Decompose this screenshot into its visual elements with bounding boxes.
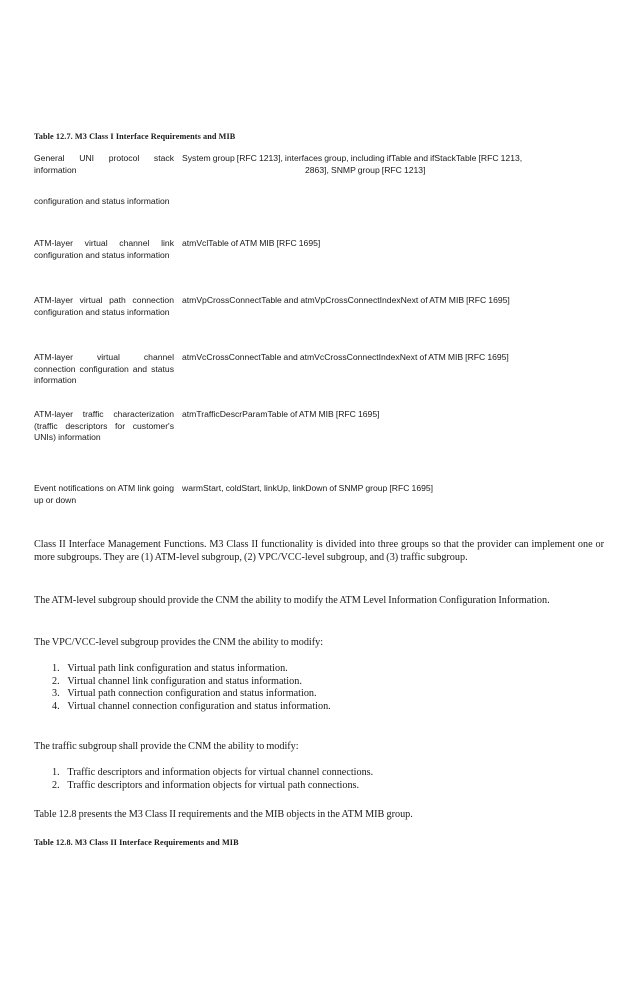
list-item-text: Virtual path link configuration and status information.: [67, 663, 288, 674]
requirement-cell: ATM-layer virtual channel link configuration and status information: [34, 238, 174, 260]
mib-line: atmTrafficDescrParamTable of ATM MIB [RFC 1695]: [182, 409, 380, 419]
mib-cell: [182, 483, 602, 495]
list-number: 2.: [52, 779, 60, 791]
mib-line: System group [RFC 1213], interfaces group, including ifTable and ifStackTable [RFC 1213,: [182, 153, 523, 163]
requirement-cell: ATM-layer virtual channel connection configuration and status information: [34, 352, 174, 385]
mib-line: warmStart, coldStart, linkUp, linkDown of SNMP group [RFC 1695]: [182, 483, 434, 493]
paragraph: The VPC/VCC-level subgroup provides the CNM the ability to modify:: [34, 637, 324, 648]
requirement-cell: configuration and status information: [34, 196, 170, 206]
numbered-list: [52, 663, 592, 713]
paragraph: The traffic subgroup shall provide the CNM the ability to modify:: [34, 741, 299, 752]
list-item: [52, 676, 592, 689]
numbered-list: [52, 767, 592, 792]
list-item: [52, 701, 592, 714]
mib-cell: [182, 352, 602, 364]
requirement-cell: General UNI protocol stack information: [34, 153, 174, 175]
mib-line: atmVcCrossConnectTable and atmVcCrossConnectIndexNext of ATM MIB [RFC 1695]: [182, 352, 509, 362]
paragraph: The ATM-level subgroup should provide the CNM the ability to modify the ATM Level Information Configuration Information.: [34, 595, 550, 606]
requirement-cell: Event notifications on ATM link going up or down: [34, 483, 174, 505]
list-item-text: Traffic descriptors and information objects for virtual path connections.: [67, 779, 360, 791]
list-number: 1.: [52, 767, 60, 778]
list-number: 2.: [52, 675, 60, 687]
table-caption: Table 12.7. M3 Class I Interface Requirements and MIB: [34, 132, 236, 141]
mib-line: atmVclTable of ATM MIB [RFC 1695]: [182, 238, 321, 248]
requirement-cell: ATM-layer virtual path connection configuration and status information: [34, 295, 174, 317]
mib-cell: [182, 295, 602, 307]
list-item-text: Virtual channel link configuration and status information.: [67, 675, 302, 687]
mib-cell: [182, 238, 602, 250]
list-number: 3.: [52, 688, 60, 699]
mib-cell: [182, 409, 602, 421]
list-item-text: Virtual channel connection configuration and status information.: [67, 700, 331, 712]
list-item-text: Virtual path connection configuration and status information.: [67, 688, 317, 699]
mib-line: atmVpCrossConnectTable and atmVpCrossConnectIndexNext of ATM MIB [RFC 1695]: [182, 295, 510, 305]
requirement-cell: ATM-layer traffic characterization (traffic descriptors for customer's UNIs) information: [34, 409, 174, 442]
mib-line: 2863], SNMP group [RFC 1213]: [305, 164, 426, 175]
list-number: 1.: [52, 663, 60, 674]
list-item: [52, 767, 592, 780]
list-item: [52, 688, 592, 701]
list-item-text: Traffic descriptors and information objects for virtual channel connections.: [67, 767, 374, 778]
paragraph: Table 12.8 presents the M3 Class II requirements and the MIB objects in the ATM MIB group.: [34, 809, 413, 820]
list-item: [52, 780, 592, 793]
table-caption: Table 12.8. M3 Class II Interface Requirements and MIB: [34, 838, 239, 847]
list-number: 4.: [52, 700, 60, 712]
mib-cell: [182, 153, 602, 176]
list-item: [52, 663, 592, 676]
paragraph: Class II Interface Management Functions. M3 Class II functionality is divided into three groups so that the provider can implement one or more subgroups. They are (1) ATM-level subgroup, (2) VPC/VCC-level subgroup, and (3) traffic subgroup.: [34, 539, 604, 564]
